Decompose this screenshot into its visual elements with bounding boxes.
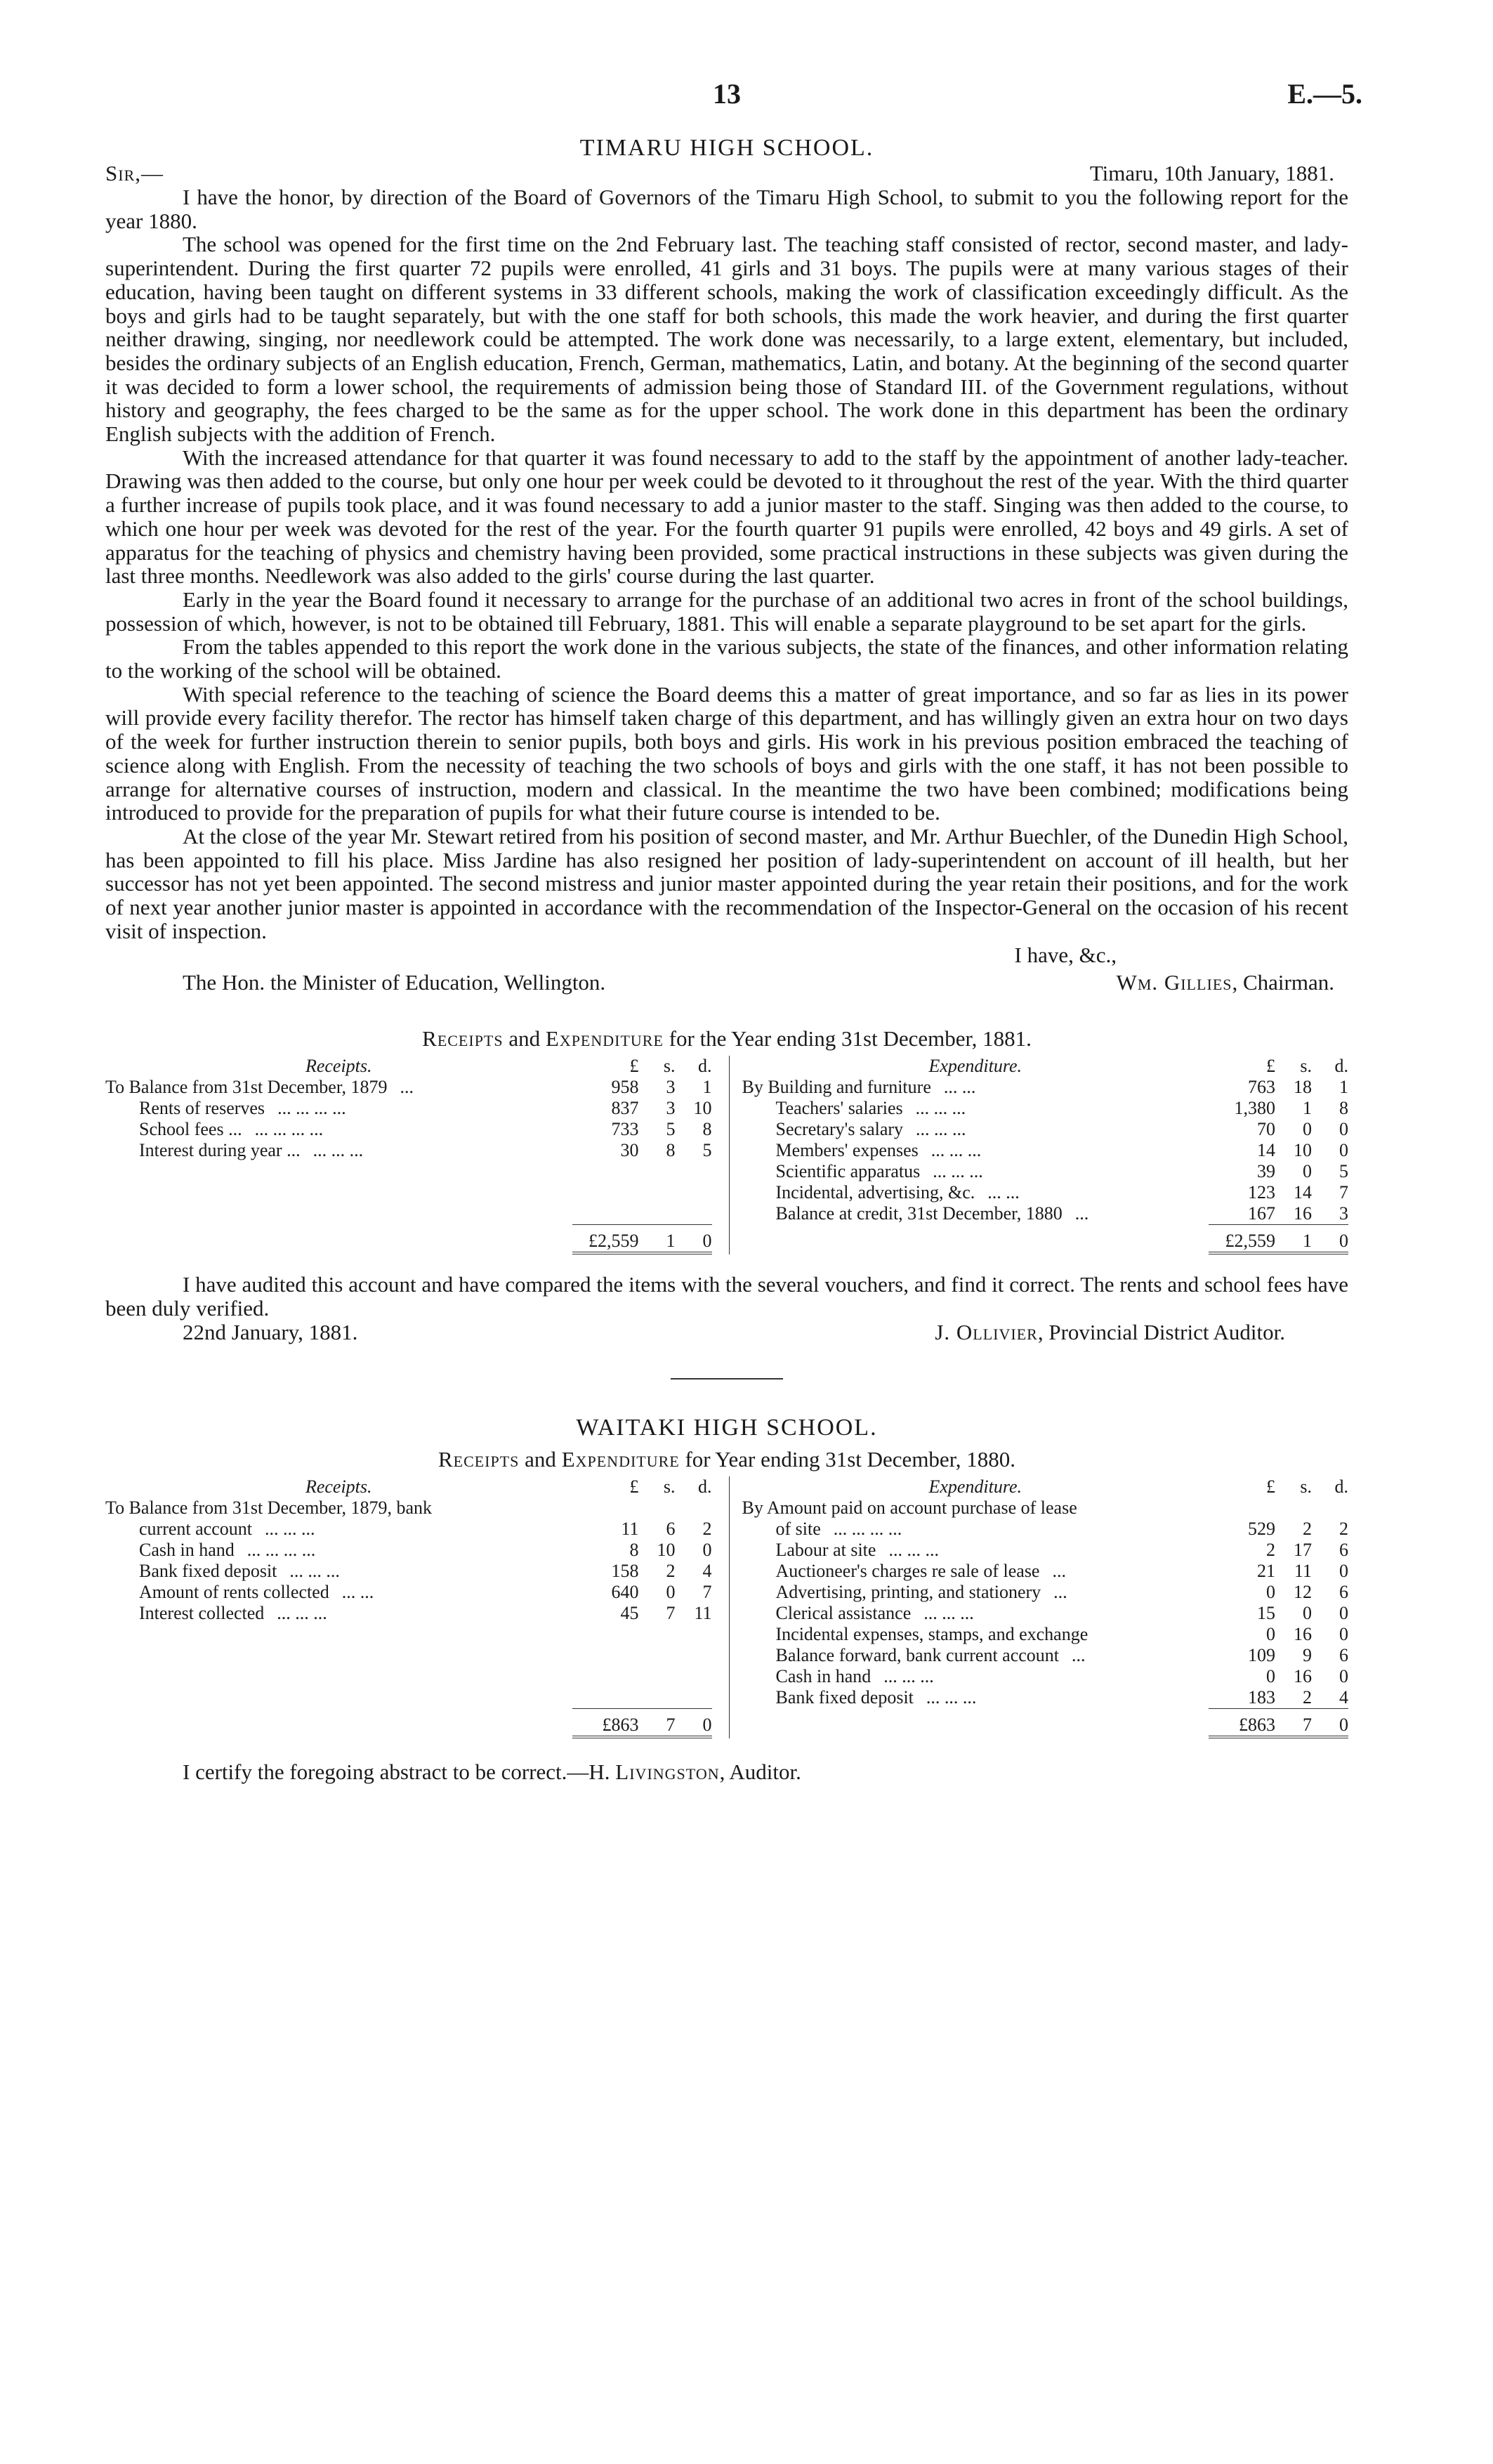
auditor [935, 1321, 1348, 1344]
certify-suffix: , Auditor. [719, 1759, 801, 1784]
amount-pence: 0 [702, 1539, 712, 1560]
title-suffix: for Year ending 31st December, 1880. [685, 1446, 1016, 1472]
leader-dots: ... ... [987, 1181, 1020, 1202]
title-expenditure: Expenditure [561, 1446, 680, 1472]
waitaki-account-title [105, 1447, 1348, 1472]
ledger-label [742, 1582, 1209, 1603]
ledger-row [742, 1498, 1349, 1519]
total-label [742, 1708, 1209, 1737]
amount-pounds: 123 [1248, 1181, 1275, 1202]
ledger [105, 1056, 712, 1254]
ledger-row [742, 1161, 1349, 1182]
title-and: and [525, 1446, 556, 1472]
total-shillings: 1 [639, 1224, 676, 1253]
leader-dots: ... ... ... ... [277, 1097, 346, 1118]
amount-pence: 1 [702, 1076, 712, 1097]
column-heading: Expenditure. [928, 1476, 1022, 1497]
ledger-label [105, 1561, 572, 1582]
amount-pounds: 0 [1266, 1623, 1275, 1644]
currency-heading: s. [1300, 1055, 1312, 1076]
leader-dots: ... ... ... ... [246, 1539, 316, 1560]
ledger-label-text: current account [139, 1518, 252, 1539]
ledger-label-text: Balance at credit, 31st December, 1880 [775, 1202, 1063, 1224]
total-label [105, 1224, 572, 1253]
timaru-title: TIMARU HIGH SCHOOL. [579, 135, 874, 161]
certify-text: I certify the foregoing abstract to be correct.—H. [183, 1759, 616, 1784]
ledger-label [742, 1540, 1209, 1561]
amount-pounds: 109 [1248, 1644, 1275, 1665]
leader-dots: ... ... ... [933, 1160, 983, 1181]
leader-dots [432, 1498, 445, 1518]
waitaki-title: WAITAKI HIGH SCHOOL. [576, 1414, 878, 1441]
ledger-label [105, 1603, 572, 1624]
ledger-label-text: Bank fixed deposit [775, 1686, 914, 1708]
amount-shillings: 5 [666, 1118, 676, 1139]
report-paragraph: With special reference to the teaching of science the Board deems this a matter of great importance, and so far as lies in its power will provide every facility therefor. The rector has himself taken charge of this department, and has willingly given an extra hour on two days of the week for further instruction therein to senior pupils, both boys and girls. His work in his previous position embraced the teaching of science along with English. From the necessity of teaching the two schools of boys and girls with the one staff, it has not been possible to arrange for alternative courses of instruction, modern and classical. In the meantime the two have been combined; modifications being introduced to provide for the preparation of pupils for what their future course is intended to be. [105, 681, 1348, 825]
signature-title: , Chairman. [1232, 969, 1334, 995]
total-pence: 0 [676, 1224, 712, 1253]
ledger-label [742, 1119, 1209, 1140]
column-head-row [742, 1476, 1349, 1498]
leader-dots: ... ... ... [313, 1139, 364, 1160]
currency-heading: s. [663, 1476, 676, 1497]
blank-cell [105, 1182, 712, 1203]
amount-shillings: 17 [1294, 1539, 1312, 1560]
leader-dots [1077, 1498, 1090, 1518]
title-receipts: Receipts [438, 1446, 520, 1472]
ledger-label-text: Interest during year ... [139, 1139, 301, 1160]
amount-shillings: 16 [1294, 1665, 1312, 1686]
currency-heading: d. [1334, 1055, 1348, 1076]
ledger-label-text: Rents of reserves [139, 1097, 265, 1118]
report-paragraph: The school was opened for the first time on the 2nd February last. The teaching staff consisted of rector, second master, and lady-superintendent. During the first quarter 72 pupils were enrolled, 41 girls and 31 boys. The pupils were at many various stages of their education, having been taught on different systems in 33 different schools, making the work of classification exceedingly difficult. As the boys and girls had to be taught separately, but with the one staff for both schools, this made the work heavier, and during the first quarter neither drawing, singing, nor needlework could be attempted. The work done was necessarily, to a large extent, elementary, but included, besides the ordinary subjects of an English education, French, German, mathematics, Latin, and botany. At the beginning of the second quarter it was decided to form a lower school, the requirements of admission being those of Standard III. of the Government regulations, without history and geography, the fees charged to be the same as for the upper school. The work done in this department has been the ordinary English subjects with the addition of French. [105, 232, 1348, 447]
leader-dots: ... ... ... [289, 1560, 340, 1581]
ledger-row [742, 1098, 1349, 1119]
amount-pence: 10 [693, 1097, 712, 1118]
amount-shillings: 3 [666, 1076, 676, 1097]
leader-dots: ... [1072, 1644, 1086, 1665]
leader-dots: ... ... [341, 1581, 374, 1602]
amount-pence: 5 [702, 1139, 712, 1160]
ledger-label [742, 1203, 1209, 1225]
blank-cell [105, 1645, 712, 1666]
ledger-label [105, 1582, 572, 1603]
amount-shillings: 10 [657, 1539, 676, 1560]
ledger-label [742, 1666, 1209, 1687]
leader-dots: ... ... ... [915, 1097, 966, 1118]
leader-dots: ... [1074, 1202, 1089, 1224]
amount-shillings [1275, 1498, 1312, 1519]
ledger-label-text: Secretary's salary [775, 1118, 904, 1139]
report-paragraph: Early in the year the Board found it necessary to arrange for the purchase of an additional two acres in front of the school buildings, possession of which, however, is not to be obtained till February, 1881. This will enable a separate playground to be set apart for the girls. [105, 586, 1348, 636]
column-head-row [105, 1476, 712, 1498]
amount-pence: 2 [1339, 1518, 1348, 1539]
amount-pounds: 167 [1248, 1202, 1275, 1224]
report-paragraph: With the increased attendance for that quarter it was found necessary to add to the staff by the appointment of another lady-teacher. Drawing was then added to the course, but only one hour per week could be devoted to it throughout the rest of the year. With the third quarter a further increase of pupils took place, and it was found necessary to add a junior master to the staff. Singing was then added to the course, to which one hour per week was devoted for the rest of the year. For the fourth quarter 91 pupils were enrolled, 42 boys and 49 girls. A set of apparatus for the teaching of physics and chemistry having been provided, some practical instructions in these subjects was given during the last three months. Needlework was also added to the girls' course during the last quarter. [105, 445, 1348, 589]
ledger-label-text: Balance forward, bank current account [775, 1644, 1060, 1665]
title-suffix: for the Year ending 31st December, 1881. [669, 1025, 1032, 1051]
page-header [105, 63, 1362, 119]
ledger-label-text: Scientific apparatus [775, 1160, 921, 1181]
amount-shillings: 10 [1294, 1139, 1312, 1160]
leader-dots: ... ... ... [277, 1602, 327, 1623]
ledger-label-text: Labour at site [775, 1539, 876, 1560]
receipts-column [105, 1476, 730, 1738]
expenditure-column [730, 1476, 1349, 1738]
amount-pounds: 837 [611, 1097, 639, 1118]
leader-dots: ... [400, 1076, 414, 1097]
total-row [105, 1224, 712, 1253]
signature [1117, 970, 1348, 995]
document-page [105, 63, 1362, 1785]
amount-pence: 6 [1339, 1539, 1348, 1560]
amount-shillings: 2 [1303, 1518, 1312, 1539]
amount-shillings: 0 [1303, 1160, 1312, 1181]
ledger-row [742, 1203, 1349, 1225]
amount-pounds [572, 1498, 639, 1519]
total-row [742, 1224, 1349, 1253]
ledger-row [105, 1119, 712, 1140]
total-label [742, 1224, 1209, 1253]
salutation-line [105, 162, 1348, 185]
addressee: The Hon. the Minister of Education, Wellington. [183, 969, 606, 995]
ledger-label [742, 1161, 1209, 1182]
blank-row [105, 1666, 712, 1687]
ledger-row [105, 1519, 712, 1540]
amount-shillings: 0 [1303, 1118, 1312, 1139]
receipts-column [105, 1056, 730, 1254]
title-expenditure: Expenditure [545, 1025, 664, 1051]
column-head-row [742, 1056, 1349, 1077]
amount-pence: 4 [1339, 1686, 1348, 1708]
leader-dots: ... ... ... [883, 1665, 934, 1686]
document-reference: E.—5. [1287, 78, 1362, 110]
leader-dots: ... ... [943, 1076, 976, 1097]
ledger-row [105, 1140, 712, 1161]
ledger-label [105, 1119, 572, 1140]
ledger-label-text: Auctioneer's charges re sale of lease [775, 1560, 1040, 1581]
leader-dots: ... ... ... [930, 1139, 982, 1160]
ledger-label [105, 1540, 572, 1561]
amount-pence: 0 [1339, 1665, 1348, 1686]
ledger-label [105, 1098, 572, 1119]
ledger-label-text: Teachers' salaries [775, 1097, 903, 1118]
ledger-label-text: Clerical assistance [775, 1602, 912, 1623]
total-pence: 0 [1312, 1708, 1348, 1737]
amount-pounds: 958 [611, 1076, 639, 1097]
ledger-label-text: To Balance from 31st December, 1879, bank [105, 1497, 432, 1518]
timaru-report-body [105, 185, 1348, 943]
amount-pounds: 1,380 [1234, 1097, 1275, 1118]
blank-cell [105, 1666, 712, 1687]
amount-pounds: 2 [1266, 1539, 1275, 1560]
amount-shillings: 9 [1303, 1644, 1312, 1665]
timaru-account-table [105, 1056, 1348, 1254]
signature-name: Wm. Gillies [1116, 969, 1232, 995]
amount-pence: 8 [1339, 1097, 1348, 1118]
leader-dots: ... [1052, 1560, 1066, 1581]
ledger-label-text: Cash in hand [775, 1665, 872, 1686]
amount-shillings: 0 [666, 1581, 676, 1602]
salutation: Sir,— [105, 161, 164, 185]
timaru-account-title [105, 1026, 1348, 1051]
ledger-row [742, 1182, 1349, 1203]
auditor-title: , Provincial District Auditor. [1037, 1319, 1285, 1344]
ledger-label-text: Incidental expenses, stamps, and exchange [775, 1623, 1088, 1644]
ledger-label-text: School fees ... [139, 1118, 242, 1139]
ledger-label [105, 1519, 572, 1540]
column-heading: Receipts. [305, 1476, 372, 1497]
currency-heading: £ [1266, 1476, 1275, 1497]
total-pence: 0 [676, 1708, 712, 1737]
ledger-row [742, 1561, 1349, 1582]
audit-signature-row [105, 1321, 1348, 1344]
amount-shillings: 3 [666, 1097, 676, 1118]
amount-shillings: 2 [1303, 1686, 1312, 1708]
ledger-label [105, 1077, 572, 1098]
amount-pounds [1209, 1498, 1275, 1519]
leader-dots: ... ... ... [264, 1518, 315, 1539]
ledger-row [742, 1077, 1349, 1098]
audit-date: 22nd January, 1881. [183, 1319, 358, 1344]
amount-pounds: 21 [1257, 1560, 1275, 1581]
amount-pence: 11 [694, 1602, 712, 1623]
blank-row [105, 1645, 712, 1666]
blank-cell [105, 1203, 712, 1225]
ledger-label-text: To Balance from 31st December, 1879 [105, 1076, 388, 1097]
amount-pence [1312, 1498, 1348, 1519]
ledger-row [742, 1687, 1349, 1709]
leader-dots: ... ... ... ... [254, 1118, 324, 1139]
waitaki-certification [105, 1759, 1348, 1785]
ledger-row [742, 1140, 1349, 1161]
closing [105, 943, 1348, 967]
report-paragraph: From the tables appended to this report the work done in the various subjects, the state of the finances, and other information relating to the working of the school will be obtained. [105, 634, 1348, 683]
page-number: 13 [713, 78, 741, 110]
auditor-name: J. Ollivier [935, 1319, 1038, 1344]
ledger-row [105, 1603, 712, 1624]
amount-pounds: 45 [620, 1602, 639, 1623]
blank-row [105, 1182, 712, 1203]
ledger-row [742, 1603, 1349, 1624]
leader-dots: ... [1053, 1581, 1067, 1602]
blank-cell [105, 1624, 712, 1645]
amount-pence: 6 [1339, 1581, 1348, 1602]
leader-dots: ... ... ... [923, 1602, 974, 1623]
ledger-label [742, 1624, 1209, 1645]
report-paragraph: At the close of the year Mr. Stewart retired from his position of second master, and Mr. Arthur Buechler, of the Dunedin High School, has been appointed to fill his place. Miss Jardine has also resigned her position of lady-superintendent on account of ill health, but her successor has not yet been appointed. The second mistress and junior master appointed during the year retain their positions, and for the work of next year another junior master is appointed in accordance with the recommendation of the Inspector-General on the occasion of his recent visit of inspection. [105, 823, 1348, 943]
ledger-row [105, 1582, 712, 1603]
leader-dots [1088, 1624, 1100, 1644]
amount-pounds: 14 [1257, 1139, 1275, 1160]
total-pounds: £2,559 [572, 1224, 639, 1253]
amount-shillings [639, 1498, 676, 1519]
section-divider [671, 1378, 783, 1380]
amount-pence: 0 [1339, 1118, 1348, 1139]
amount-shillings: 11 [1294, 1560, 1312, 1581]
amount-pence: 5 [1339, 1160, 1348, 1181]
blank-row [105, 1203, 712, 1225]
ledger-row [105, 1077, 712, 1098]
currency-heading: d. [698, 1055, 712, 1076]
amount-shillings: 18 [1294, 1076, 1312, 1097]
leader-dots: ... ... ... ... [833, 1518, 902, 1539]
column-head-row [105, 1056, 712, 1077]
signature-row [105, 970, 1348, 995]
ledger-label [742, 1498, 1209, 1519]
ledger-label [105, 1498, 572, 1519]
amount-pounds: 0 [1266, 1581, 1275, 1602]
ledger-label [742, 1519, 1209, 1540]
amount-pounds: 39 [1257, 1160, 1275, 1181]
amount-pence: 0 [1339, 1602, 1348, 1623]
ledger-label-text: Incidental, advertising, &c. [775, 1181, 975, 1202]
amount-pounds: 11 [621, 1518, 639, 1539]
ledger-row [742, 1519, 1349, 1540]
amount-shillings: 16 [1294, 1623, 1312, 1644]
column-heading: Expenditure. [928, 1055, 1022, 1076]
total-label [105, 1708, 572, 1737]
ledger-row [742, 1666, 1349, 1687]
ledger-row [742, 1540, 1349, 1561]
ledger-label-text: Members' expenses [775, 1139, 919, 1160]
certify-name: Livingston [615, 1759, 720, 1784]
total-shillings: 7 [639, 1708, 676, 1737]
ledger-row [742, 1119, 1349, 1140]
amount-pounds: 183 [1248, 1686, 1275, 1708]
waitaki-account-table [105, 1476, 1348, 1738]
ledger-row [105, 1098, 712, 1119]
ledger-label [742, 1077, 1209, 1098]
amount-shillings: 7 [666, 1602, 676, 1623]
amount-pence: 6 [1339, 1644, 1348, 1665]
column-heading: Receipts. [305, 1055, 372, 1076]
leader-dots: ... ... ... [916, 1118, 966, 1139]
amount-shillings: 12 [1294, 1581, 1312, 1602]
amount-shillings: 14 [1294, 1181, 1312, 1202]
total-shillings: 1 [1275, 1224, 1312, 1253]
amount-pounds: 8 [629, 1539, 639, 1560]
currency-heading: d. [698, 1476, 712, 1497]
ledger-label-text: of site [775, 1518, 821, 1539]
amount-pence: 2 [702, 1518, 712, 1539]
ledger-row [105, 1561, 712, 1582]
ledger-label-text: By Amount paid on account purchase of lease [742, 1497, 1077, 1518]
amount-pounds: 70 [1257, 1118, 1275, 1139]
amount-pence: 4 [702, 1560, 712, 1581]
blank-row [105, 1161, 712, 1182]
total-pence: 0 [1312, 1224, 1348, 1253]
amount-pence: 0 [1339, 1623, 1348, 1644]
amount-pounds: 640 [611, 1581, 639, 1602]
total-pounds: £863 [572, 1708, 639, 1737]
ledger-label [105, 1140, 572, 1161]
amount-pounds: 30 [620, 1139, 639, 1160]
total-row [742, 1708, 1349, 1737]
ledger-row [742, 1645, 1349, 1666]
ledger [742, 1056, 1349, 1254]
currency-heading: £ [1266, 1055, 1275, 1076]
total-pounds: £863 [1209, 1708, 1275, 1737]
blank-row [105, 1687, 712, 1709]
amount-shillings: 16 [1294, 1202, 1312, 1224]
blank-cell [105, 1161, 712, 1182]
amount-pence: 8 [702, 1118, 712, 1139]
closing-text: I have, &c., [1014, 942, 1117, 967]
currency-heading: s. [1300, 1476, 1312, 1497]
amount-pence: 1 [1339, 1076, 1348, 1097]
leader-dots: ... ... ... [888, 1539, 939, 1560]
amount-pounds: 15 [1257, 1602, 1275, 1623]
currency-heading: £ [629, 1055, 639, 1076]
expenditure-column [730, 1056, 1349, 1254]
amount-pence: 7 [702, 1581, 712, 1602]
ledger-label-text: Advertising, printing, and stationery [775, 1581, 1041, 1602]
title-receipts: Receipts [422, 1025, 504, 1051]
ledger-row [742, 1624, 1349, 1645]
ledger-label [742, 1182, 1209, 1203]
ledger-label-text: Bank fixed deposit [139, 1560, 277, 1581]
amount-shillings: 6 [666, 1518, 676, 1539]
timaru-audit [105, 1273, 1348, 1321]
report-paragraph: I have the honor, by direction of the Board of Governors of the Timaru High School, to submit to you the following report for the year 1880. [105, 185, 1348, 233]
amount-shillings: 2 [666, 1560, 676, 1581]
ledger [105, 1476, 712, 1738]
total-shillings: 7 [1275, 1708, 1312, 1737]
ledger-label-text: By Building and furniture [742, 1076, 931, 1097]
ledger-label [742, 1140, 1209, 1161]
currency-heading: s. [663, 1055, 676, 1076]
ledger-label-text: Cash in hand [139, 1539, 235, 1560]
blank-cell [105, 1687, 712, 1709]
ledger-row [105, 1498, 712, 1519]
ledger-label-text: Amount of rents collected [139, 1581, 329, 1602]
amount-pounds: 529 [1248, 1518, 1275, 1539]
title-and: and [508, 1025, 541, 1051]
amount-pence: 7 [1339, 1181, 1348, 1202]
ledger-row [105, 1540, 712, 1561]
place-date: Timaru, 10th January, 1881. [1089, 161, 1334, 185]
audit-text: I have audited this account and have compared the items with the several vouchers, and find it correct. The rents and school fees have been duly verified. [105, 1271, 1348, 1321]
amount-pounds: 158 [611, 1560, 639, 1581]
blank-row [105, 1624, 712, 1645]
amount-pounds: 733 [611, 1118, 639, 1139]
ledger-label-text: Interest collected [139, 1602, 265, 1623]
total-row [105, 1708, 712, 1737]
amount-pence: 0 [1339, 1139, 1348, 1160]
leader-dots: ... ... ... [926, 1686, 977, 1708]
ledger-label [742, 1645, 1209, 1666]
amount-pence: 3 [1339, 1202, 1348, 1224]
ledger-row [742, 1582, 1349, 1603]
ledger-label [742, 1098, 1209, 1119]
amount-pence [676, 1498, 712, 1519]
amount-shillings: 1 [1303, 1097, 1312, 1118]
ledger-label [742, 1687, 1209, 1709]
amount-shillings: 0 [1303, 1602, 1312, 1623]
ledger-label [742, 1603, 1209, 1624]
amount-pounds: 0 [1266, 1665, 1275, 1686]
ledger-label [742, 1561, 1209, 1582]
currency-heading: £ [629, 1476, 639, 1497]
ledger [742, 1476, 1349, 1738]
total-pounds: £2,559 [1209, 1224, 1275, 1253]
amount-shillings: 8 [666, 1139, 676, 1160]
amount-pounds: 763 [1248, 1076, 1275, 1097]
amount-pence: 0 [1339, 1560, 1348, 1581]
currency-heading: d. [1334, 1476, 1348, 1497]
